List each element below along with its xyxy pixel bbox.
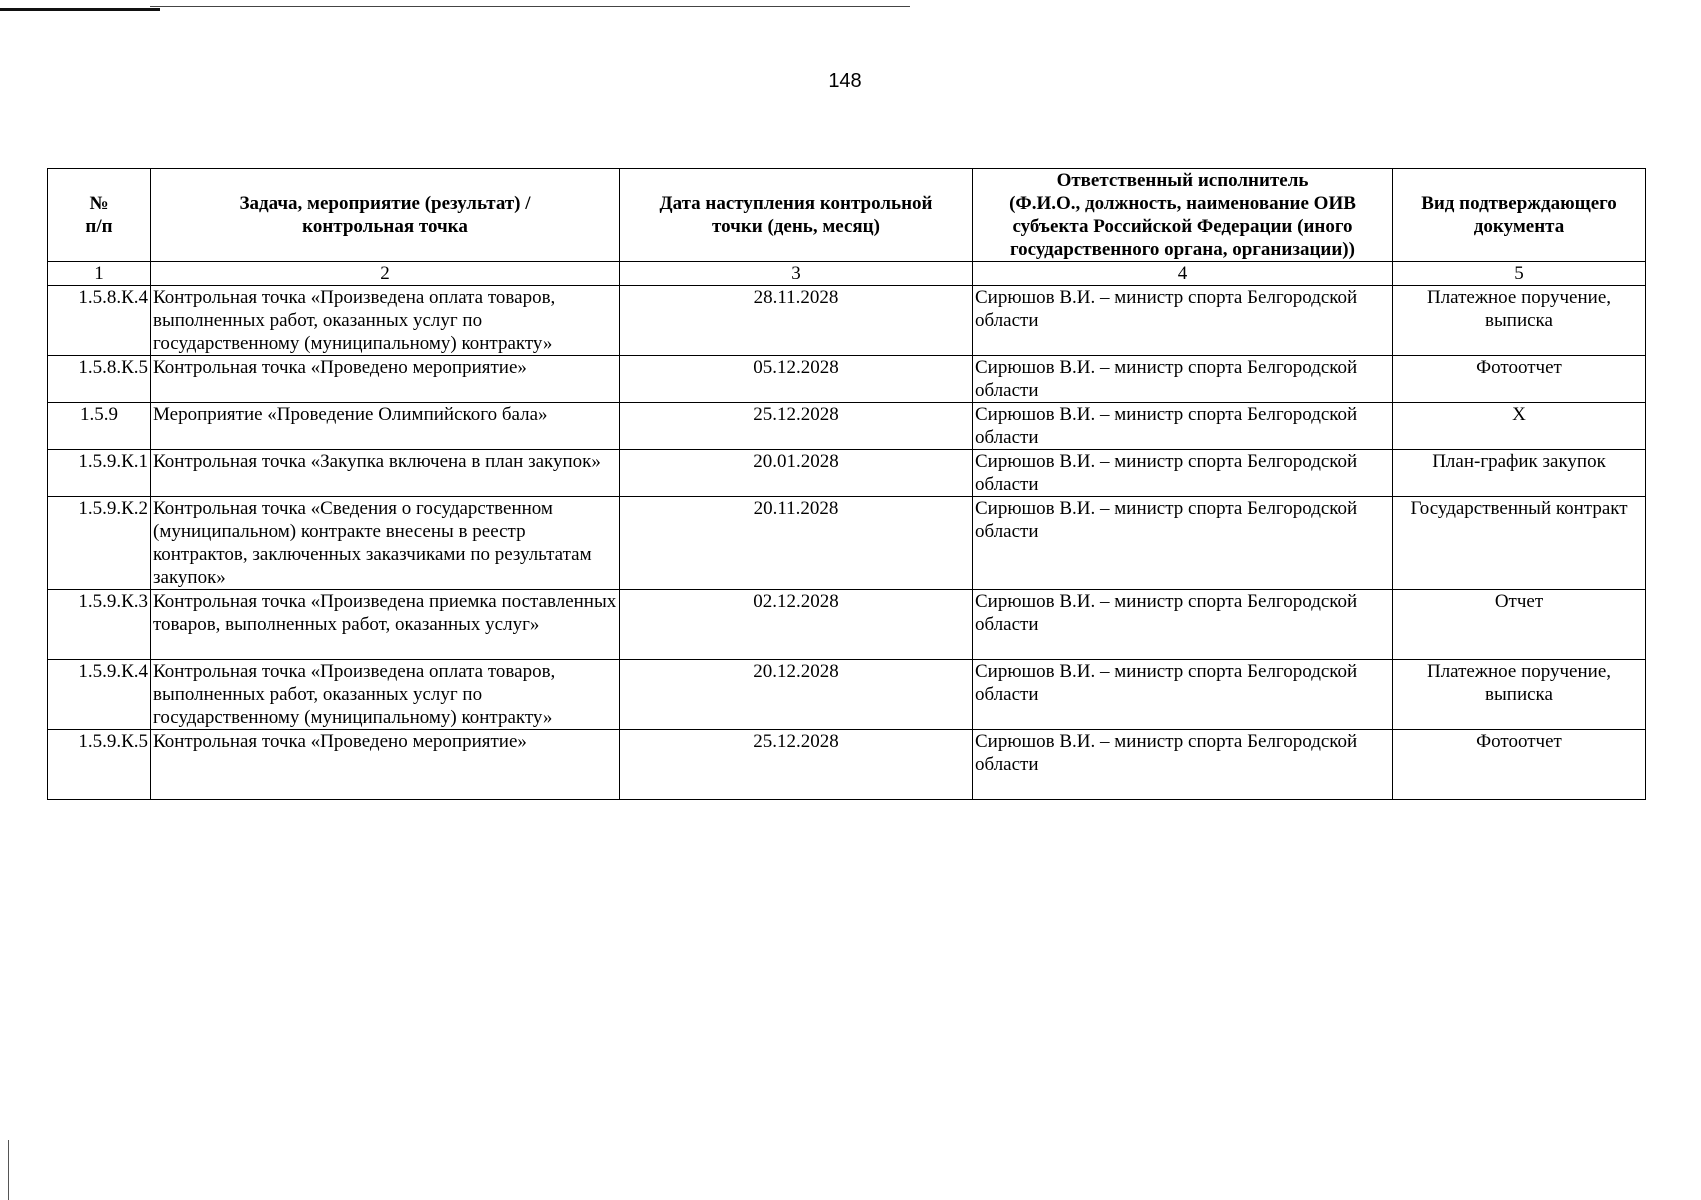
row-date: 28.11.2028 [620,286,973,356]
row-date: 20.11.2028 [620,497,973,590]
row-number: 1.5.8.К.5 [48,356,151,403]
row-number: 1.5.9.К.3 [48,590,151,660]
column-number: 3 [620,262,973,286]
row-document: Отчет [1393,590,1646,660]
scan-edge-left [8,1140,9,1200]
header-date: Дата наступления контрольной точки (день, месяц) [620,169,973,262]
row-number: 1.5.9 [48,403,151,450]
row-date: 20.01.2028 [620,450,973,497]
table-row [48,450,1646,497]
row-responsible: Сирюшов В.И. – министр спорта Белгородской области [973,497,1393,590]
column-number-row [48,262,1646,286]
row-number: 1.5.9.К.4 [48,660,151,730]
row-date: 25.12.2028 [620,403,973,450]
row-document: Государственный контракт [1393,497,1646,590]
row-number: 1.5.8.К.4 [48,286,151,356]
header-task: Задача, мероприятие (результат) / контрольная точка [151,169,620,262]
row-task: Контрольная точка «Произведена приемка поставленных товаров, выполненных работ, оказанных услуг» [151,590,620,660]
page-number: 148 [828,70,862,92]
row-document: Платежное поручение, выписка [1393,286,1646,356]
row-document: Платежное поручение, выписка [1393,660,1646,730]
table-row [48,590,1646,660]
row-document: План-график закупок [1393,450,1646,497]
row-responsible: Сирюшов В.И. – министр спорта Белгородской области [973,730,1393,800]
column-number: 1 [48,262,151,286]
row-document: Х [1393,403,1646,450]
table-row [48,730,1646,800]
header-number: № п/п [48,169,151,262]
row-task: Контрольная точка «Проведено мероприятие» [151,730,620,800]
row-task: Контрольная точка «Сведения о государственном (муниципальном) контракте внесены в реестр контрактов, заключенных заказчиками по результатам закупок» [151,497,620,590]
row-date: 05.12.2028 [620,356,973,403]
row-date: 02.12.2028 [620,590,973,660]
scan-edge-mark [0,8,160,11]
table-header-row [48,169,1646,262]
row-responsible: Сирюшов В.И. – министр спорта Белгородской области [973,590,1393,660]
row-document: Фотоотчет [1393,730,1646,800]
column-number: 2 [151,262,620,286]
row-document: Фотоотчет [1393,356,1646,403]
table-row [48,286,1646,356]
table-row [48,497,1646,590]
table-row [48,356,1646,403]
table-row [48,660,1646,730]
column-number: 4 [973,262,1393,286]
header-responsible: Ответственный исполнитель (Ф.И.О., должность, наименование ОИВ субъекта Российской Федерации (иного государственного органа, организации)) [973,169,1393,262]
row-task: Контрольная точка «Проведено мероприятие» [151,356,620,403]
row-responsible: Сирюшов В.И. – министр спорта Белгородской области [973,356,1393,403]
row-responsible: Сирюшов В.И. – министр спорта Белгородской области [973,660,1393,730]
control-points-table [47,168,1646,800]
header-document: Вид подтверждающего документа [1393,169,1646,262]
row-task: Мероприятие «Проведение Олимпийского бала» [151,403,620,450]
row-responsible: Сирюшов В.И. – министр спорта Белгородской области [973,403,1393,450]
table-row [48,403,1646,450]
row-task: Контрольная точка «Произведена оплата товаров, выполненных работ, оказанных услуг по государственному (муниципальному) контракту» [151,660,620,730]
row-number: 1.5.9.К.2 [48,497,151,590]
row-number: 1.5.9.К.5 [48,730,151,800]
row-task: Контрольная точка «Произведена оплата товаров, выполненных работ, оказанных услуг по государственному (муниципальному) контракту» [151,286,620,356]
row-number: 1.5.9.К.1 [48,450,151,497]
row-date: 20.12.2028 [620,660,973,730]
row-responsible: Сирюшов В.И. – министр спорта Белгородской области [973,450,1393,497]
column-number: 5 [1393,262,1646,286]
row-responsible: Сирюшов В.И. – министр спорта Белгородской области [973,286,1393,356]
scan-edge-line [150,6,910,7]
row-date: 25.12.2028 [620,730,973,800]
row-task: Контрольная точка «Закупка включена в план закупок» [151,450,620,497]
